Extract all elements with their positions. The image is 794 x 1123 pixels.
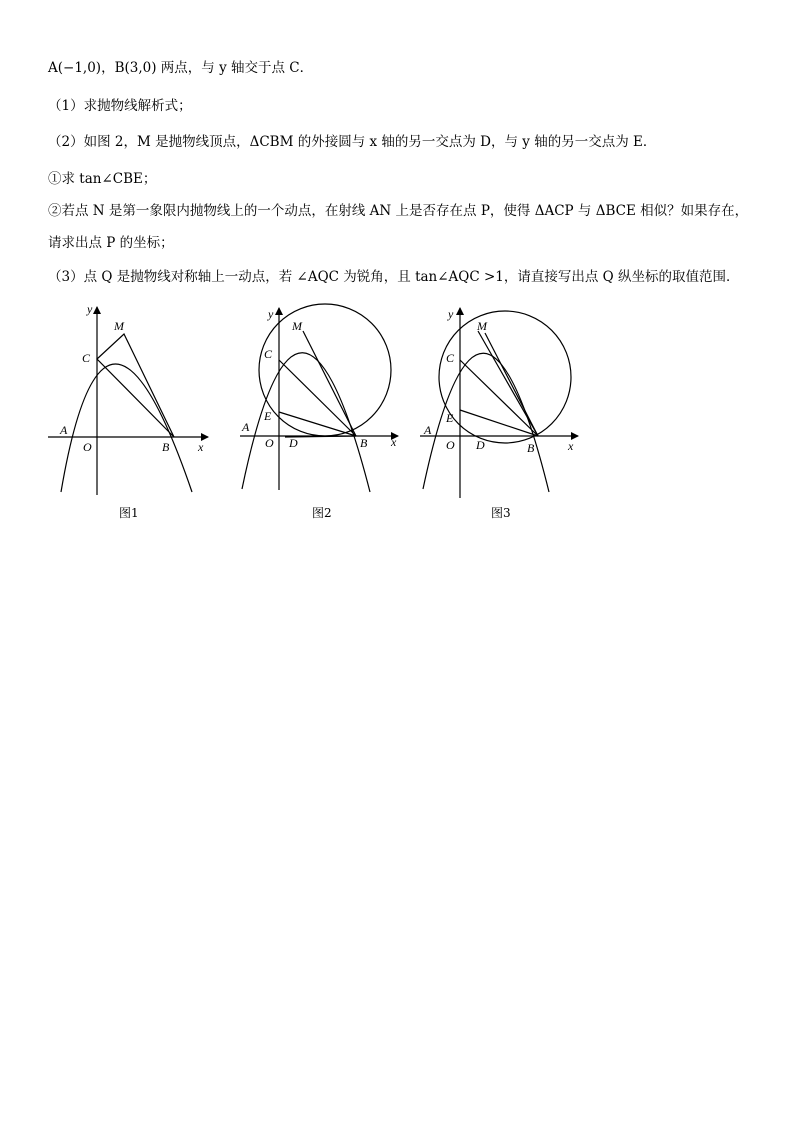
parabola (242, 353, 370, 492)
segment-cb (460, 360, 538, 436)
label-B: B (162, 440, 170, 454)
parabola (61, 364, 192, 492)
label-E: E (446, 411, 454, 425)
question-2-part-2-cont: 请求出点 P 的坐标； (48, 235, 174, 251)
figure-3-caption: 图3 (491, 506, 511, 520)
circumcircle (439, 311, 571, 443)
question-3: （3）点 Q 是抛物线对称轴上一动点，若 ∠AQC 为锐角，且 tan∠AQC >1，请直接写出点 Q 纵坐标的取值范围． (48, 269, 740, 285)
label-C: C (82, 351, 91, 365)
label-O: O (83, 440, 92, 454)
label-y: y (87, 302, 93, 316)
label-E: E (264, 409, 272, 423)
label-D: D (476, 438, 485, 452)
label-x: x (198, 440, 204, 454)
triangle-cmb (97, 334, 174, 437)
label-M: M (114, 319, 124, 333)
label-x: x (391, 435, 397, 449)
question-2-part-2: ②若点 N 是第一象限内抛物线上的一个动点，在射线 AN 上是否存在点 P，使得 ΔACP 与 ΔBCE 相似？如果存在， (48, 203, 749, 219)
label-C: C (264, 347, 273, 361)
label-A: A (424, 423, 432, 437)
label-M: M (292, 319, 302, 333)
figure-1-caption: 图1 (119, 506, 139, 520)
label-x: x (568, 439, 574, 453)
label-M: M (477, 319, 487, 333)
label-O: O (446, 438, 455, 452)
label-y: y (268, 307, 274, 321)
label-B: B (360, 436, 368, 450)
label-A: A (60, 423, 68, 437)
figure-2-caption: 图2 (312, 506, 332, 520)
label-O: O (265, 436, 274, 450)
segment-mb (303, 331, 356, 436)
question-2-part-1: ①求 tan∠CBE； (48, 171, 157, 187)
segment-mb (478, 331, 538, 436)
question-2: （2）如图 2，M 是抛物线顶点，ΔCBM 的外接圆与 x 轴的另一交点为 D，与 y 轴的另一交点为 E． (48, 134, 657, 150)
label-y: y (448, 307, 454, 321)
figure-1 (48, 302, 208, 495)
problem-line-1: A(−1,0)，B(3,0) 两点，与 y 轴交于点 C． (48, 60, 314, 76)
label-C: C (446, 351, 455, 365)
figure-2 (240, 304, 398, 492)
figures (0, 300, 794, 530)
label-D: D (289, 436, 298, 450)
question-1: （1）求抛物线解析式； (48, 98, 192, 114)
figure-3 (420, 307, 578, 498)
label-A: A (242, 420, 250, 434)
label-B: B (527, 441, 535, 455)
